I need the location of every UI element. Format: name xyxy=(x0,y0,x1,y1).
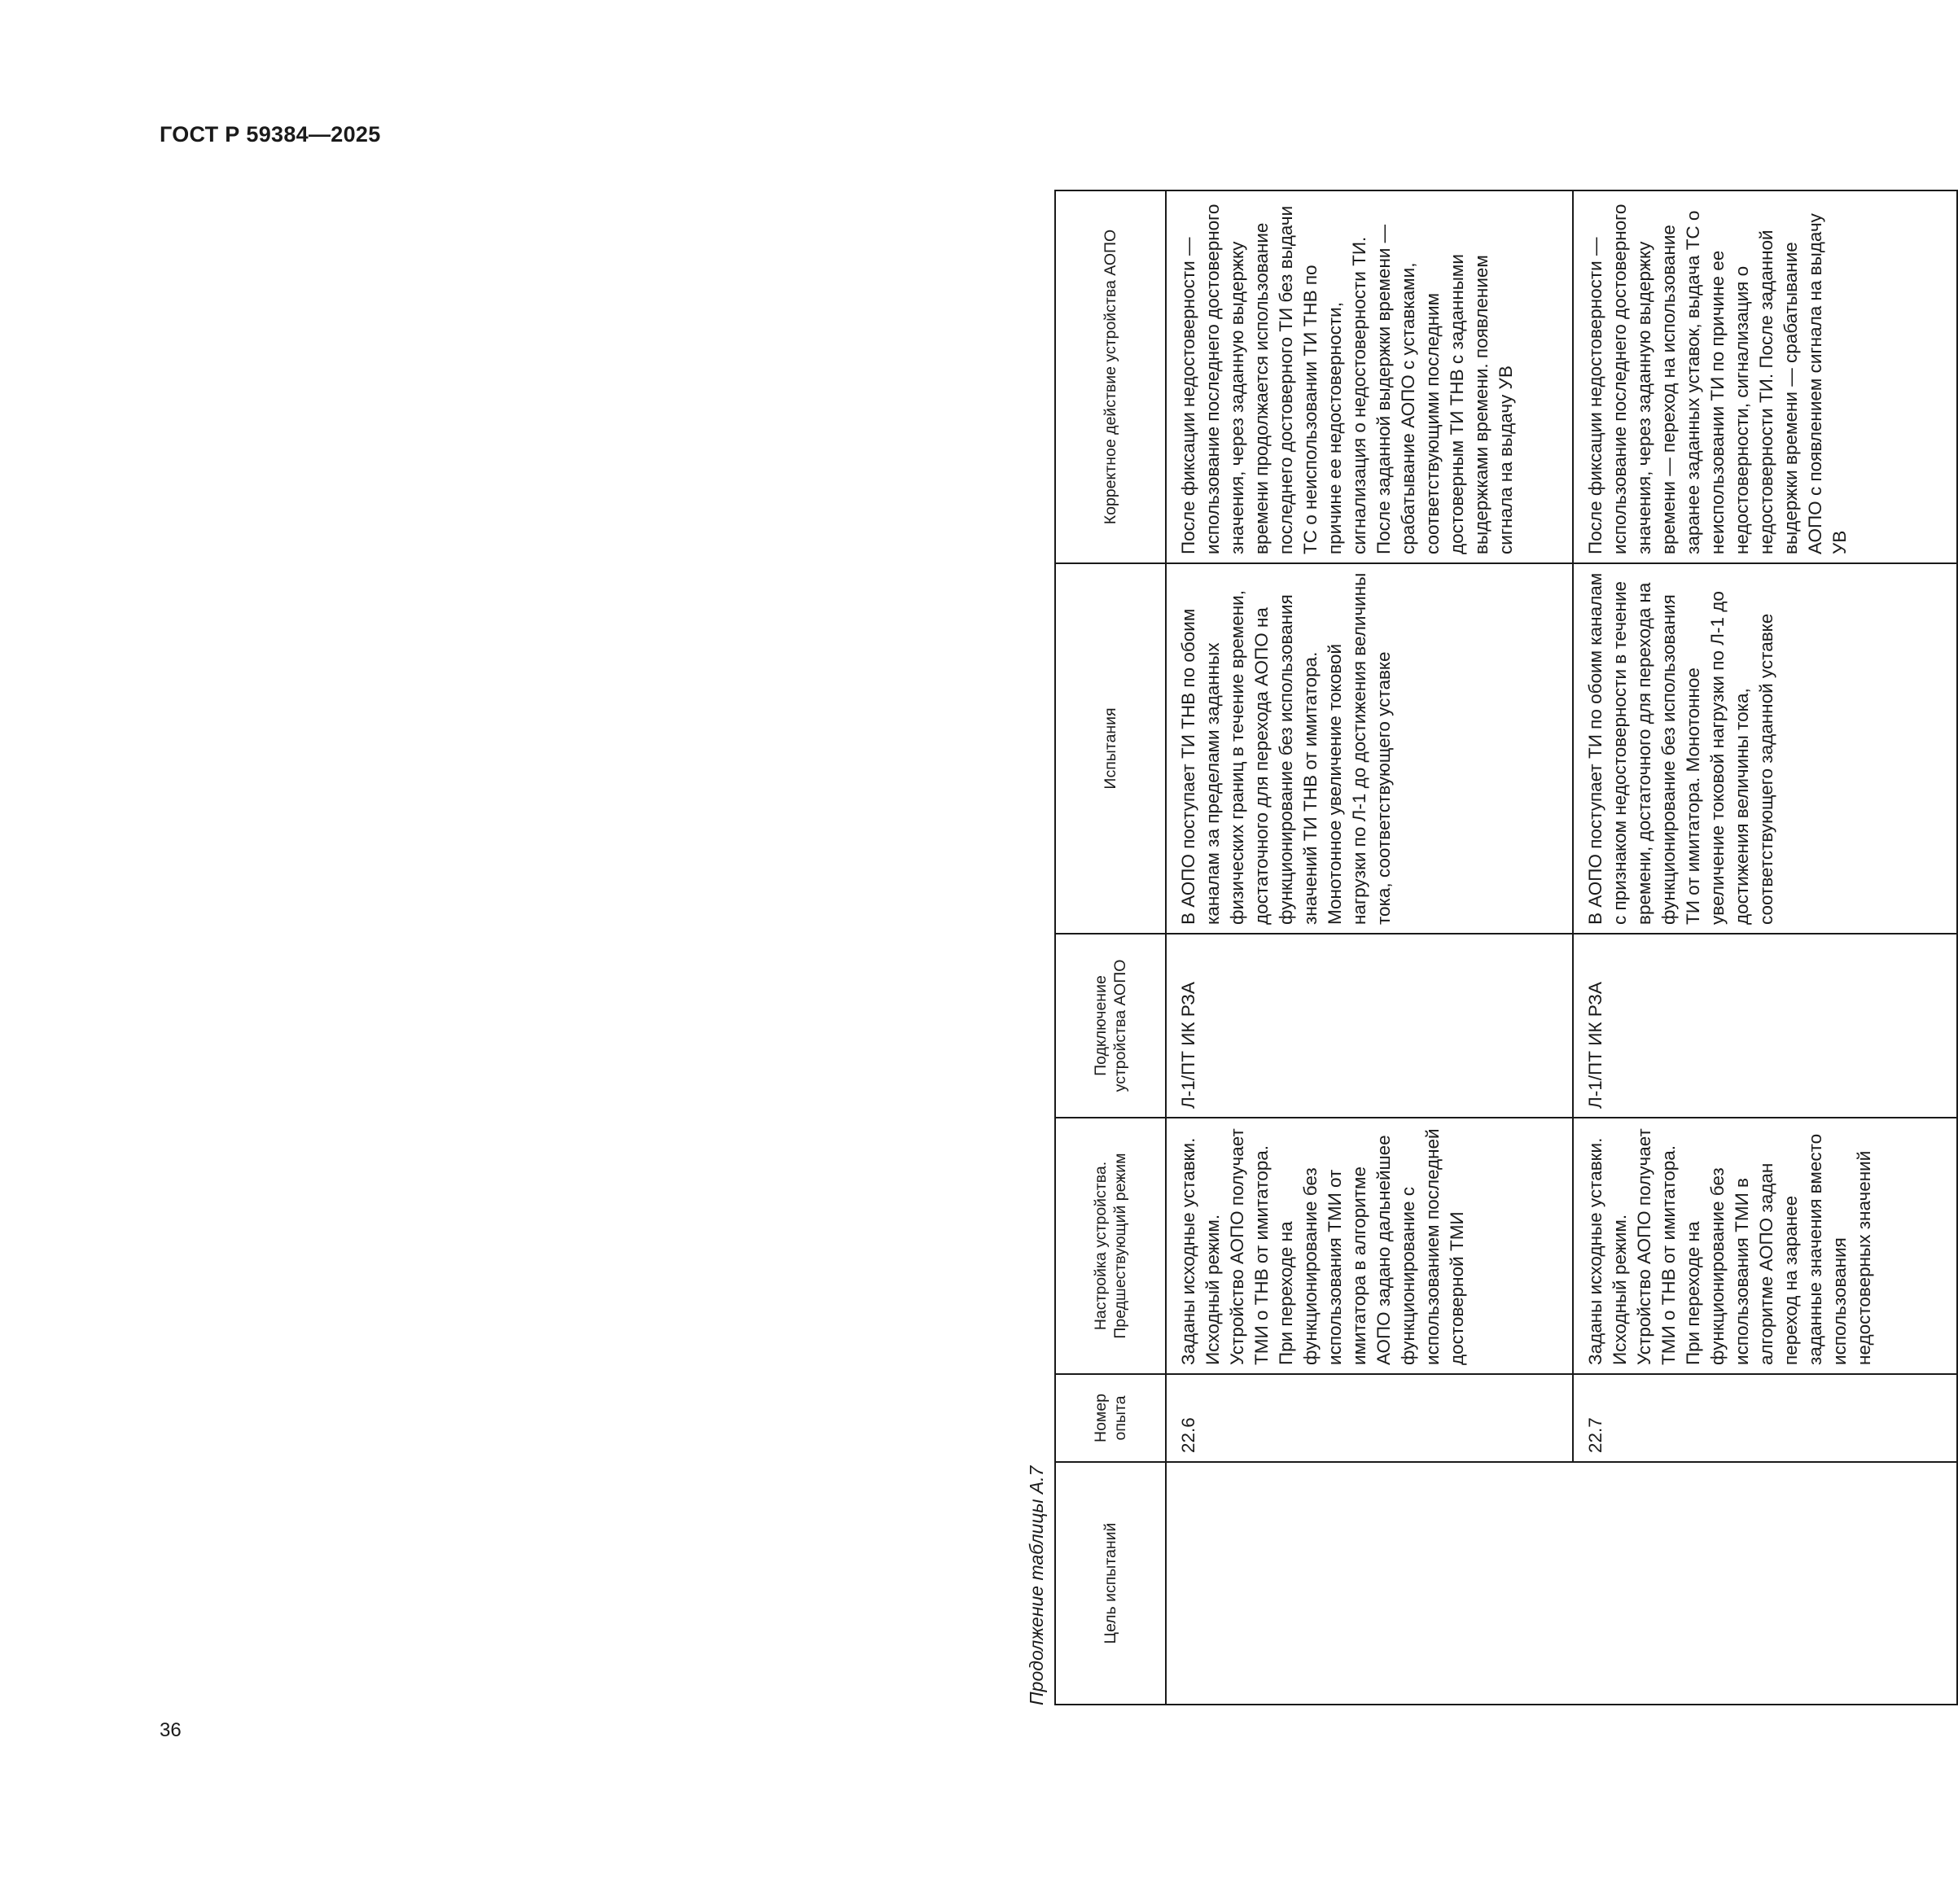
column-header-goal: Цель испытаний xyxy=(1055,1462,1166,1705)
connection-cell: Л-1/ПТ ИК РЗА xyxy=(1573,934,1957,1118)
number-cell: 22.7 xyxy=(1573,1374,1957,1462)
number-cell: 22.6 xyxy=(1166,1374,1573,1462)
data-table xyxy=(1054,190,1958,1705)
column-header-number: Номер опыта xyxy=(1055,1374,1166,1462)
test-cell: В АОПО поступает ТИ ТНВ по обоим каналам за пределами заданных физических границ в течение времени, достаточного для перехода АОПО на функционирование без использования значений ТИ ТНВ от имитатора. Монотонное увеличение токовой нагрузки по Л-1 до достижения величины тока, соответствующего уставке xyxy=(1166,563,1573,934)
table-header-row xyxy=(1055,190,1166,1705)
table-caption: Продолжение таблицы А.7 xyxy=(1026,1465,1047,1705)
document-header: ГОСТ Р 59384—2025 xyxy=(160,122,381,147)
test-cell: В АОПО поступает ТИ по обоим каналам с признаком недостоверности в течение времени, достаточного для перехода на функционирование без использования ТИ от имитатора. Монотонное увеличение токовой нагрузки по Л-1 до достижения величины тока, соответствующего заданной уставке xyxy=(1573,563,1957,934)
column-header-connection: Подключение устройства АОПО xyxy=(1055,934,1166,1118)
column-header-setup: Настройка устройства. Предшествующий режим xyxy=(1055,1118,1166,1374)
setup-cell: Заданы исходные уставки. Исходный режим. Устройство АОПО получает ТМИ о ТНВ от имитатора. При переходе на функционирование без использования ТМИ в алгоритме АОПО задан переход на заранее заданные значения вместо использования недостоверных значений xyxy=(1573,1118,1957,1374)
column-header-correct-action: Корректное действие устройства АОПО xyxy=(1055,190,1166,563)
table-row xyxy=(1166,190,1573,1705)
page-number: 36 xyxy=(160,1719,182,1741)
correct-action-cell: После фиксации недостоверности — использование последнего достоверного значения, через заданную выдержку времени продолжается использование последнего достоверного ТИ без выдачи ТС о неиспользовании ТИ ТНВ по причине ее недостоверности, сигнализация о недостоверности ТИ. После заданной выдержки времени — срабатывание АОПО с уставками, соответствующими последним достоверным ТИ ТНВ с заданными выдержками времени. появлением сигнала на выдачу УВ xyxy=(1166,190,1573,563)
correct-action-cell: После фиксации недостоверности — использование последнего достоверного значения, через заданную выдержку времени — переход на использование заранее заданных уставок, выдача ТС о неиспользовании ТИ по причине ее недостоверности, сигнализация о недостоверности ТИ. После заданной выдержки времени — срабатывание АОПО с появлением сигнала на выдачу УВ xyxy=(1573,190,1957,563)
connection-cell: Л-1/ПТ ИК РЗА xyxy=(1166,934,1573,1118)
column-header-test: Испытания xyxy=(1055,563,1166,934)
goal-cell xyxy=(1166,1462,1957,1705)
setup-cell: Заданы исходные уставки. Исходный режим. Устройство АОПО получает ТМИ о ТНВ от имитатора. При переходе на функционирование без использования ТМИ от имитатора в алгоритме АОПО задано дальнейшее функционирование с использованием последней достоверной ТМИ xyxy=(1166,1118,1573,1374)
rotated-table-region xyxy=(1020,191,1874,1705)
